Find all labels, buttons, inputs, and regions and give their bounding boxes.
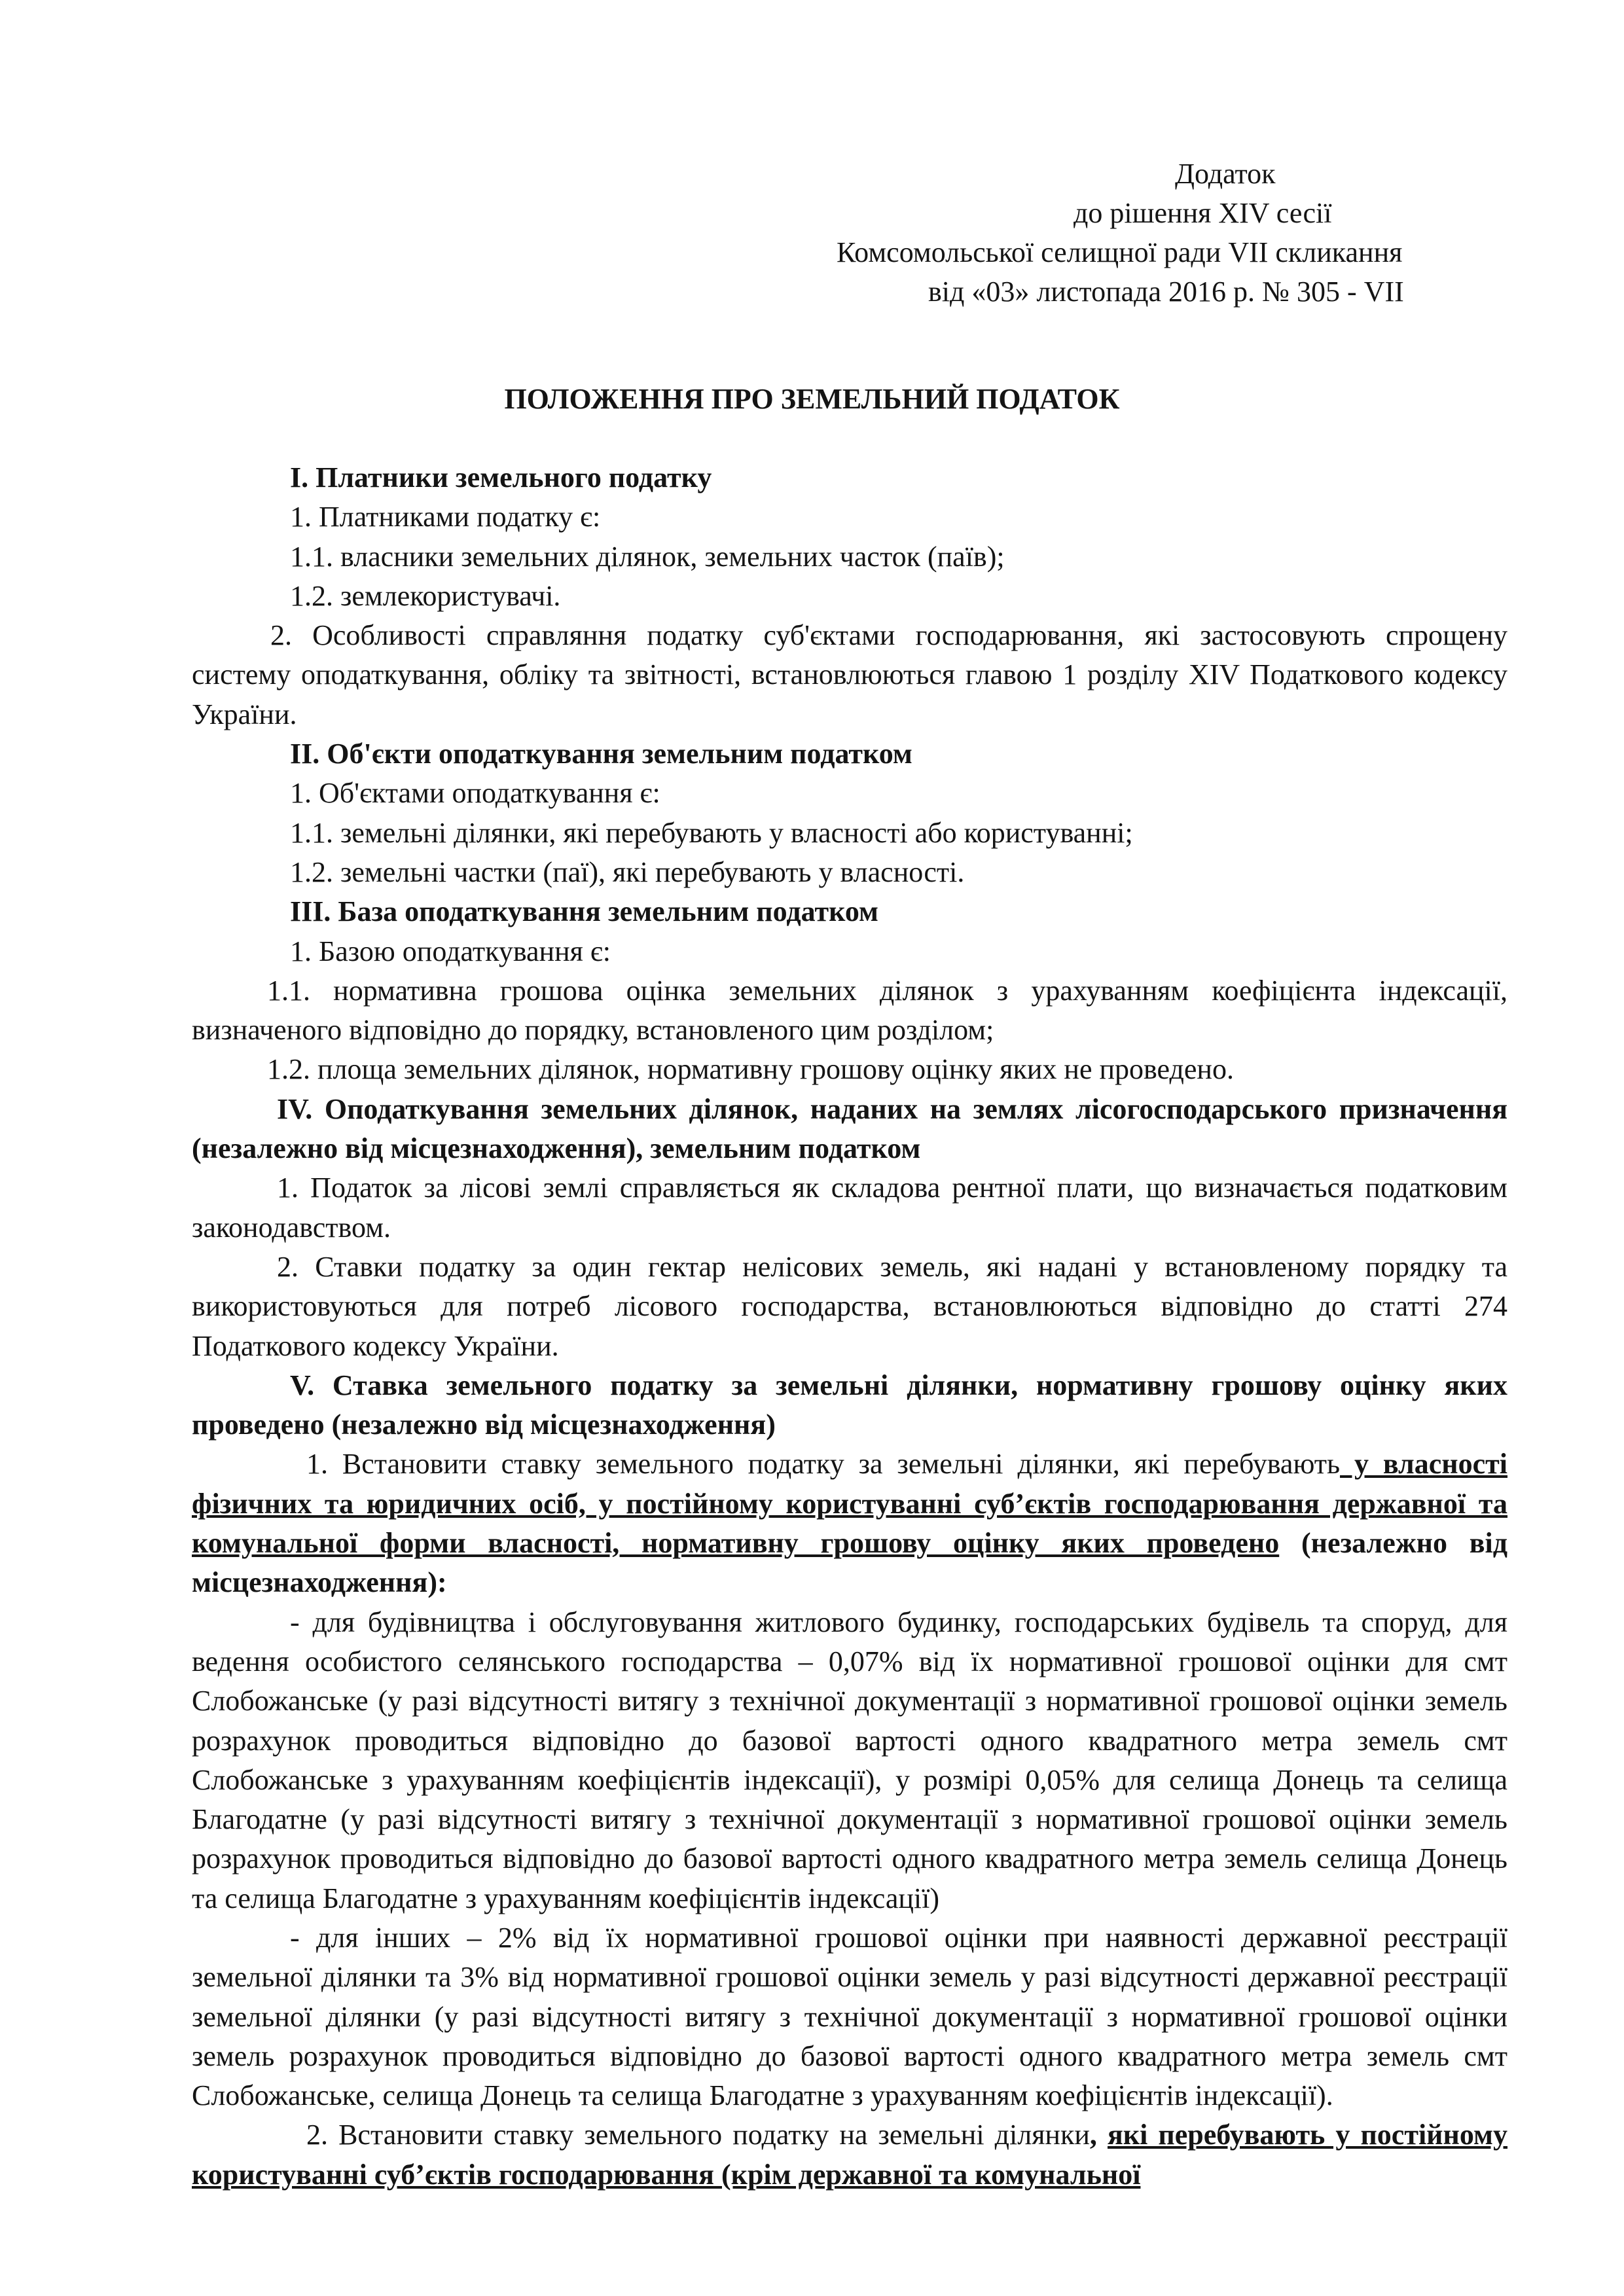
section-2-item-1-1: 1.1. земельні ділянки, які перебувають у власності або користуванні;	[290, 816, 1133, 849]
section-5-item-2-comma: ,	[1089, 2119, 1108, 2151]
section-3-item-1-2: 1.2. площа земельних ділянок, нормативну грошову оцінку яких не проведено.	[267, 1053, 1234, 1086]
section-1-heading: І. Платники земельного податку	[290, 461, 712, 493]
document-title: ПОЛОЖЕННЯ ПРО ЗЕМЕЛЬНИЙ ПОДАТОК	[504, 383, 1120, 415]
section-5-item-1-lead: 1. Встановити ставку земельного податку за земельні ділянки, які перебувають	[306, 1448, 1341, 1480]
section-2-item-1: 1. Об'єктами оподаткування є:	[290, 777, 660, 810]
section-2-item-1-2: 1.2. земельні частки (паї), які перебувають у власності.	[290, 855, 965, 888]
section-3-item-1: 1. Базою оподаткування є:	[290, 935, 611, 967]
section-1-item-1: 1. Платниками податку є:	[290, 501, 601, 533]
section-5-item-1-emphasis: у власності фізичних та юридичних осіб, у постійному користуванні суб’єктів господарювання державної та комунальної форми власності, нормативну грошову оцінку яких проведено	[192, 1448, 1507, 1560]
section-3-item-1-1: 1.1. нормативна грошова оцінка земельних ділянок з урахуванням коефіцієнта індексації, визначеного відповідно до порядку, встановленого цим розділом;	[192, 974, 1507, 1047]
section-5-item-2	[192, 2115, 1507, 2195]
section-4-item-1: 1. Податок за лісові землі справляється як складова рентної плати, що визначається податковим законодавством.	[192, 1172, 1507, 1244]
annex-date-number: від «03» листопада 2016 р. № 305 - VII	[928, 276, 1404, 308]
section-3-heading: ІІІ. База оподаткування земельним податком	[290, 895, 879, 928]
section-1-item-1-2: 1.2. землекористувачі.	[290, 579, 561, 612]
section-5-item-1-tail: (незалежно від місцезнаходження):	[192, 1527, 1507, 1599]
annex-label: Додаток	[1175, 158, 1276, 190]
section-1-item-2: 2. Особливості справляння податку суб'єктами господарювання, які застосовують спрощену систему оподаткування, обліку та звітності, встановлюються главою 1 розділу XIV Податкового кодексу України.	[192, 619, 1507, 730]
section-5-item-2-lead: 2. Встановити ставку земельного податку на земельні ділянки	[306, 2119, 1090, 2151]
section-5-heading: V. Ставка земельного податку за земельні ділянки, нормативну грошову оцінку яких проведено (незалежно від місцезнаходження)	[192, 1369, 1507, 1441]
section-5-dash-2: - для інших – 2% від їх нормативної грошової оцінки при наявності державної реєстрації земельної ділянки та 3% від нормативної грошової оцінки земель у разі відсутності державної реєстрації земельної ділянки (у разі відсутності витягу з технічної документації з нормативної грошової оцінки земель розрахунок проводиться відповідно до базової вартості одного квадратного метра земель смт Слобожанське, селища Донець та селища Благодатне з урахуванням коефіцієнтів індексації).	[192, 1921, 1507, 2112]
annex-council: Комсомольської селищної ради VII скликання	[837, 236, 1403, 268]
document-body	[192, 458, 1507, 2195]
section-5-item-2-emphasis: які перебувають у постійному користуванні суб’єктів господарювання (крім державної та комунальної	[192, 2119, 1508, 2191]
section-2-heading: ІІ. Об'єкти оподаткування земельним податком	[290, 738, 912, 770]
section-4-item-2: 2. Ставки податку за один гектар нелісових земель, які надані у встановленому порядку та використовуються для потреб лісового господарства, встановлюються відповідно до статті 274 Податкового кодексу України.	[192, 1250, 1507, 1362]
section-1-item-1-1: 1.1. власники земельних ділянок, земельних часток (паїв);	[290, 540, 1005, 573]
annex-decision: до рішення XIV сесії	[1074, 197, 1332, 229]
section-4-heading: ІV. Оподаткування земельних ділянок, наданих на землях лісогосподарського призначення (незалежно від місцезнаходження), земельним податком	[192, 1092, 1507, 1165]
section-5-item-1	[192, 1444, 1507, 1602]
section-5-dash-1: - для будівництва і обслуговування житлового будинку, господарських будівель та споруд, для ведення особистого селянського господарства – 0,07% від їх нормативної грошової оцінки для смт Слобожанське (у разі відсутності витягу з технічної документації з нормативної грошової оцінки земель розрахунок проводиться відповідно до базової вартості одного квадратного метра земель смт Слобожанське з урахуванням коефіцієнтів індексації), у розмірі 0,05% для селища Донець та селища Благодатне (у разі відсутності витягу з технічної документації з нормативної грошової оцінки земель розрахунок проводиться відповідно до базової вартості одного квадратного метра земель селища Донець та селища Благодатне з урахуванням коефіцієнтів індексації)	[192, 1605, 1507, 1914]
